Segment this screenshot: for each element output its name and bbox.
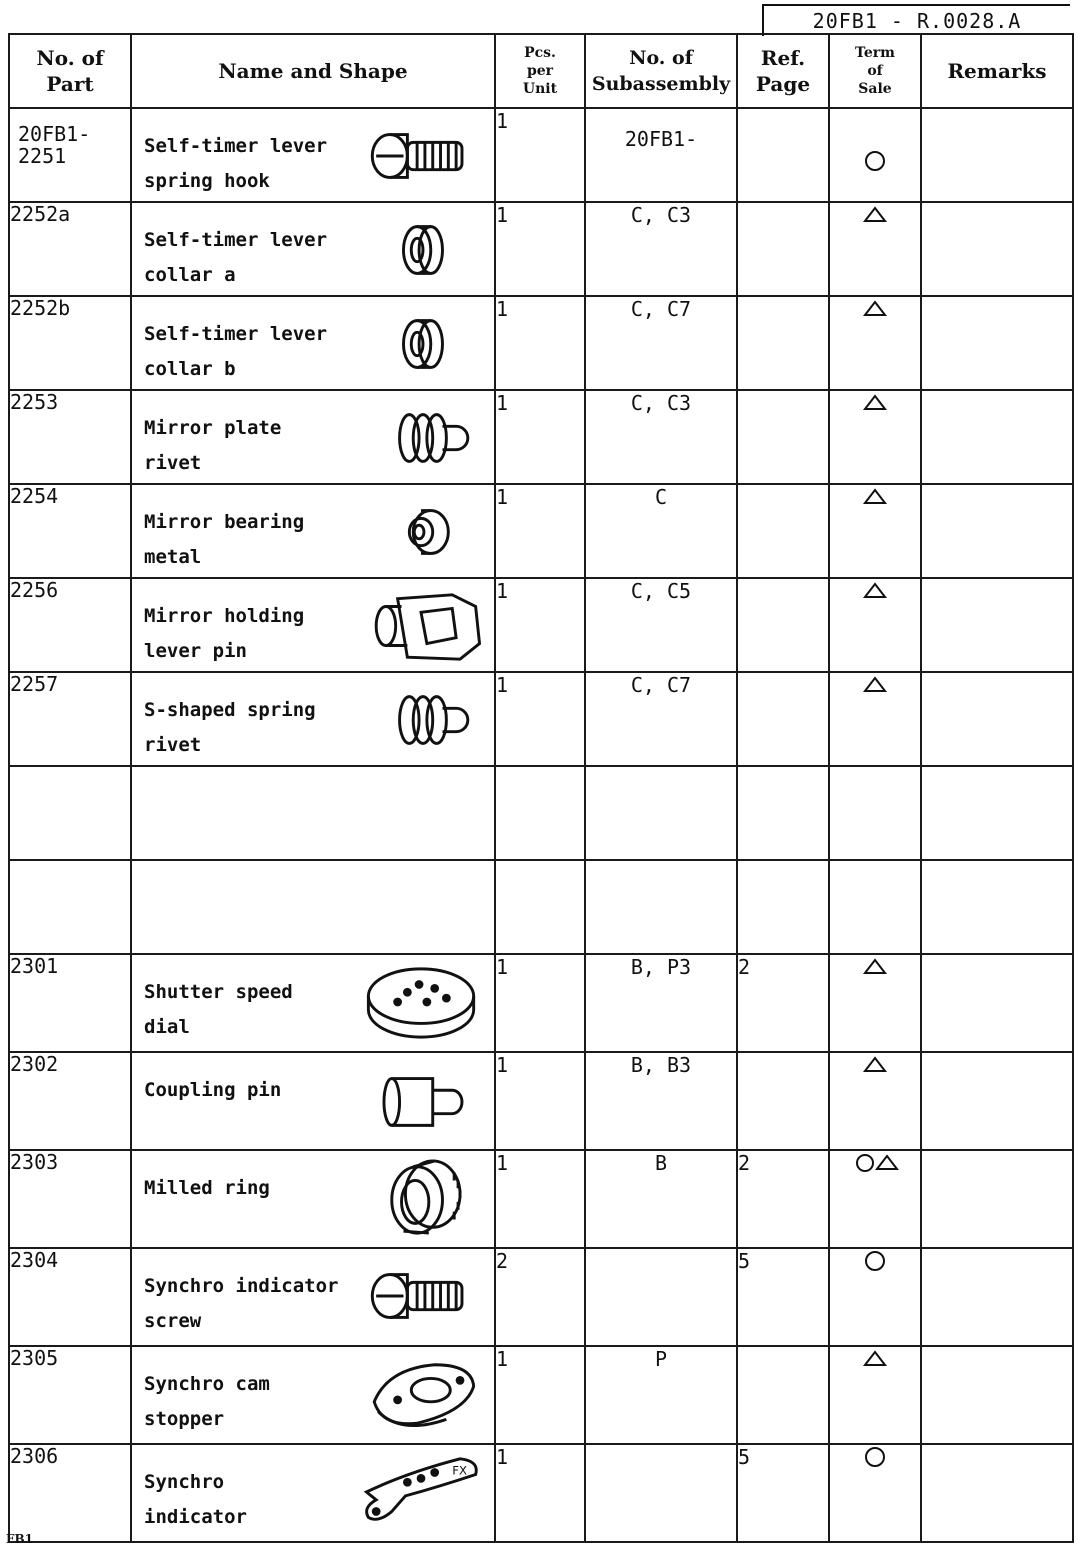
part-number: 2254	[9, 484, 131, 578]
collar-icon	[358, 211, 486, 289]
subassembly-number: C	[585, 484, 737, 578]
table-row	[9, 1444, 1073, 1542]
pieces-per-unit: 1	[495, 296, 585, 390]
remarks	[921, 484, 1073, 578]
subassembly-number	[585, 766, 737, 860]
part-name-cell	[131, 1052, 495, 1150]
part-name-cell	[131, 578, 495, 672]
footer-mark: FB1	[6, 1532, 34, 1546]
indicator-plate-icon	[358, 1453, 486, 1531]
table-row	[9, 1248, 1073, 1346]
term-of-sale	[829, 954, 921, 1052]
part-number: 2252a	[9, 202, 131, 296]
pieces-per-unit: 1	[495, 484, 585, 578]
term-of-sale	[829, 390, 921, 484]
part-name: Mirror plate rivet	[144, 417, 282, 474]
table-row	[9, 860, 1073, 954]
hex-pin-icon	[358, 587, 486, 665]
table-row	[9, 108, 1073, 202]
screw-icon	[358, 1257, 486, 1335]
cam-icon	[358, 1355, 486, 1433]
part-number: 2257	[9, 672, 131, 766]
part-name: Milled ring	[144, 1177, 270, 1199]
subassembly-number: B, P3	[585, 954, 737, 1052]
part-name-cell	[131, 1444, 495, 1542]
part-name-cell	[131, 484, 495, 578]
remarks	[921, 954, 1073, 1052]
remarks	[921, 1444, 1073, 1542]
term-of-sale	[829, 1346, 921, 1444]
triangle-icon	[845, 590, 905, 607]
header-remarks: Remarks	[921, 34, 1073, 108]
reference-page	[737, 766, 829, 860]
header-subassembly: No. of Subassembly	[585, 34, 737, 108]
subassembly-number: 20FB1-	[585, 108, 737, 202]
pieces-per-unit: 1	[495, 390, 585, 484]
subassembly-number: B, B3	[585, 1052, 737, 1150]
reference-page: 2	[737, 1150, 829, 1248]
table-row	[9, 672, 1073, 766]
circle-icon	[845, 1456, 905, 1473]
header-row	[9, 34, 1073, 108]
subassembly-number	[585, 860, 737, 954]
part-name: Shutter speed dial	[144, 981, 293, 1038]
ring-icon	[358, 1159, 486, 1237]
reference-page	[737, 860, 829, 954]
pieces-per-unit: 1	[495, 202, 585, 296]
header-part-no: No. of Part	[9, 34, 131, 108]
part-name-cell	[131, 202, 495, 296]
remarks	[921, 1052, 1073, 1150]
reference-page: 2	[737, 954, 829, 1052]
term-of-sale	[829, 1248, 921, 1346]
subassembly-number	[585, 1444, 737, 1542]
part-name-cell	[131, 766, 495, 860]
part-name: Self-timer lever collar a	[144, 229, 328, 286]
part-name: Mirror holding lever pin	[144, 605, 305, 662]
part-name: Synchro indicator screw	[144, 1275, 339, 1332]
pin-icon	[358, 1061, 486, 1139]
part-number: 2256	[9, 578, 131, 672]
pieces-per-unit: 1	[495, 578, 585, 672]
part-name: S-shaped spring rivet	[144, 699, 316, 756]
term-of-sale	[829, 578, 921, 672]
remarks	[921, 390, 1073, 484]
part-number	[9, 860, 131, 954]
reference-page	[737, 390, 829, 484]
part-name: Synchro cam stopper	[144, 1373, 270, 1430]
remarks	[921, 1346, 1073, 1444]
triangle-icon	[845, 684, 905, 701]
svg-text:FX: FX	[452, 1463, 467, 1478]
remarks	[921, 1248, 1073, 1346]
rivet-icon	[358, 399, 486, 477]
part-name: Coupling pin	[144, 1079, 282, 1101]
triangle-icon	[845, 966, 905, 983]
reference-page	[737, 108, 829, 202]
triangle-icon	[845, 1358, 905, 1375]
pieces-per-unit: 1	[495, 954, 585, 1052]
table-row	[9, 578, 1073, 672]
parts-table	[8, 33, 1074, 1543]
term-of-sale	[829, 1444, 921, 1542]
rivet-icon	[358, 681, 486, 759]
triangle-icon	[845, 1064, 905, 1081]
triangle-icon	[845, 214, 905, 231]
reference-page: 5	[737, 1248, 829, 1346]
part-name: Mirror bearing metal	[144, 511, 305, 568]
part-name-cell	[131, 672, 495, 766]
collar-icon	[358, 305, 486, 383]
header-name: Name and Shape	[131, 34, 495, 108]
header-term-of-sale: Term of Sale	[829, 34, 921, 108]
pieces-per-unit: 1	[495, 108, 585, 202]
part-name-cell	[131, 390, 495, 484]
remarks	[921, 202, 1073, 296]
part-number: 2302	[9, 1052, 131, 1150]
remarks	[921, 766, 1073, 860]
reference-page	[737, 578, 829, 672]
part-name-cell	[131, 1150, 495, 1248]
subassembly-number: C, C3	[585, 202, 737, 296]
triangle-icon	[845, 308, 905, 325]
table-row	[9, 954, 1073, 1052]
subassembly-number	[585, 1248, 737, 1346]
part-number: 2306	[9, 1444, 131, 1542]
term-of-sale	[829, 484, 921, 578]
table-row	[9, 296, 1073, 390]
pieces-per-unit: 1	[495, 1346, 585, 1444]
pieces-per-unit	[495, 766, 585, 860]
pieces-per-unit: 1	[495, 672, 585, 766]
pieces-per-unit	[495, 860, 585, 954]
table-row	[9, 484, 1073, 578]
pieces-per-unit: 1	[495, 1052, 585, 1150]
part-name-cell	[131, 1248, 495, 1346]
remarks	[921, 860, 1073, 954]
part-name-cell	[131, 1346, 495, 1444]
part-number: 20FB1- 2251	[9, 108, 131, 202]
table-row	[9, 766, 1073, 860]
header-pcs: Pcs. per Unit	[495, 34, 585, 108]
reference-page	[737, 1346, 829, 1444]
remarks	[921, 672, 1073, 766]
screw-icon	[358, 117, 486, 195]
part-name-cell	[131, 860, 495, 954]
reference-page	[737, 484, 829, 578]
part-name-cell	[131, 108, 495, 202]
part-number: 2304	[9, 1248, 131, 1346]
pieces-per-unit: 2	[495, 1248, 585, 1346]
table-row	[9, 1346, 1073, 1444]
dial-icon	[358, 963, 486, 1041]
reference-page: 5	[737, 1444, 829, 1542]
remarks	[921, 578, 1073, 672]
part-number: 2303	[9, 1150, 131, 1248]
circle-triangle-icon	[845, 1162, 905, 1179]
reference-page	[737, 202, 829, 296]
subassembly-number: P	[585, 1346, 737, 1444]
reference-page	[737, 672, 829, 766]
bearing-icon	[358, 493, 486, 571]
table-row	[9, 390, 1073, 484]
subassembly-number: C, C7	[585, 296, 737, 390]
part-number: 2253	[9, 390, 131, 484]
part-name: Self-timer lever spring hook	[144, 135, 328, 192]
term-of-sale	[829, 672, 921, 766]
table-row	[9, 202, 1073, 296]
part-number	[9, 766, 131, 860]
triangle-icon	[845, 402, 905, 419]
reference-page	[737, 1052, 829, 1150]
circle-icon	[845, 160, 905, 177]
subassembly-number: B	[585, 1150, 737, 1248]
part-name-cell	[131, 296, 495, 390]
term-of-sale	[829, 1052, 921, 1150]
subassembly-number: C, C7	[585, 672, 737, 766]
term-of-sale	[829, 202, 921, 296]
reference-page	[737, 296, 829, 390]
part-name-cell	[131, 954, 495, 1052]
part-number: 2305	[9, 1346, 131, 1444]
remarks	[921, 296, 1073, 390]
term-of-sale	[829, 860, 921, 954]
part-name: Self-timer lever collar b	[144, 323, 328, 380]
pieces-per-unit: 1	[495, 1444, 585, 1542]
term-of-sale	[829, 108, 921, 202]
remarks	[921, 1150, 1073, 1248]
document-reference: 20FB1 - R.0028.A	[762, 4, 1070, 36]
term-of-sale	[829, 296, 921, 390]
header-ref-page: Ref. Page	[737, 34, 829, 108]
triangle-icon	[845, 496, 905, 513]
subassembly-number: C, C3	[585, 390, 737, 484]
term-of-sale	[829, 1150, 921, 1248]
circle-icon	[845, 1260, 905, 1277]
remarks	[921, 108, 1073, 202]
part-number: 2301	[9, 954, 131, 1052]
table-row	[9, 1052, 1073, 1150]
subassembly-number: C, C5	[585, 578, 737, 672]
part-name: Synchro indicator	[144, 1471, 247, 1528]
term-of-sale	[829, 766, 921, 860]
table-row	[9, 1150, 1073, 1248]
part-number: 2252b	[9, 296, 131, 390]
pieces-per-unit: 1	[495, 1150, 585, 1248]
